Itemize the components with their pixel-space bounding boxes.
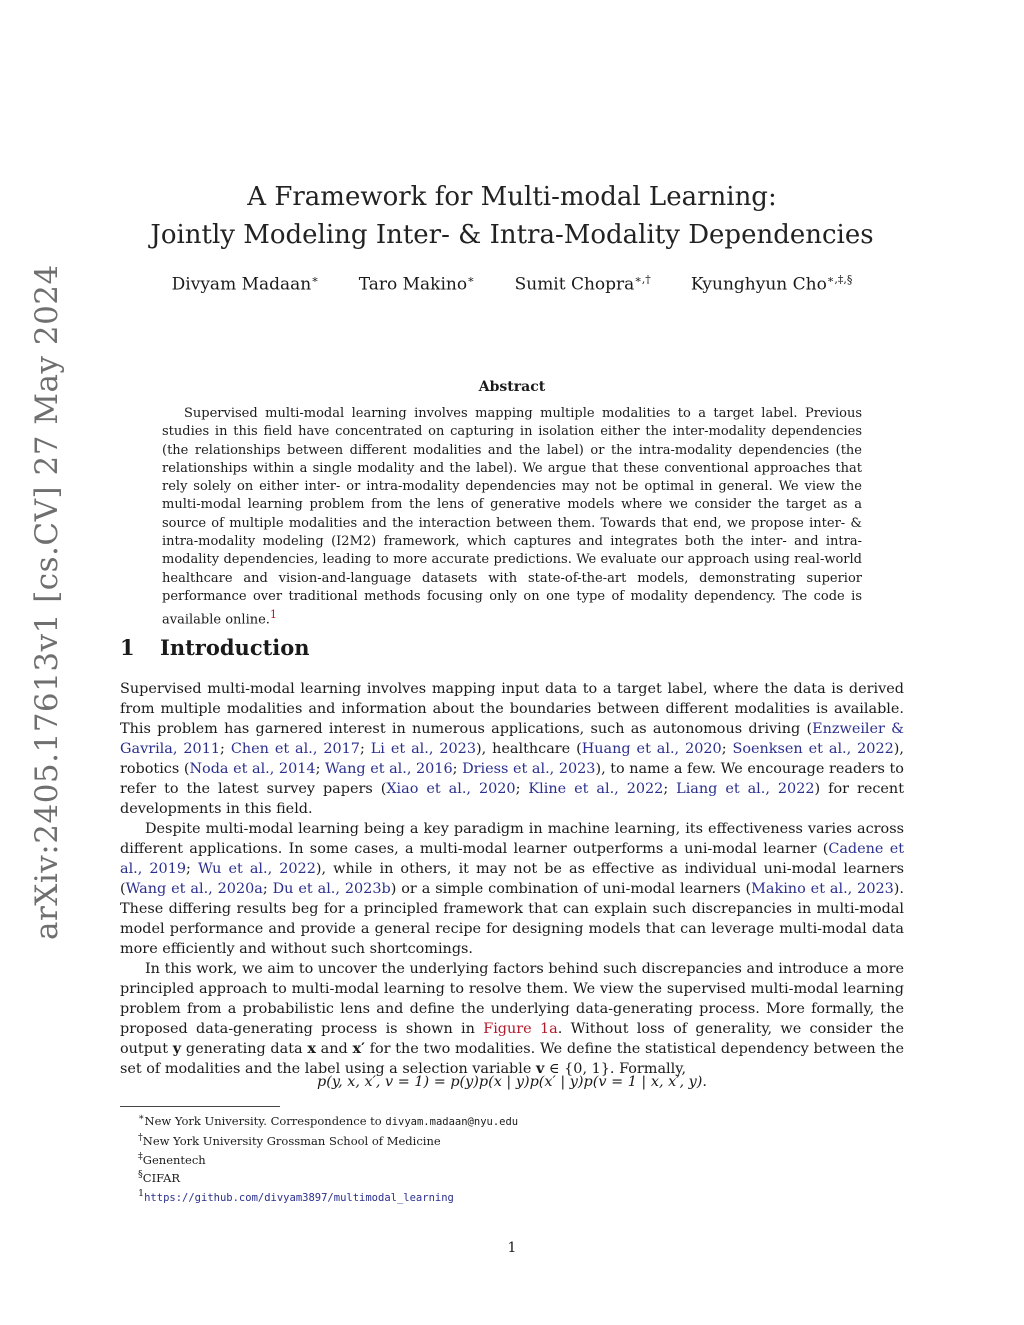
- author: Kyunghyun Cho∗,‡,§: [690, 273, 853, 295]
- citation-link[interactable]: Li et al., 2023: [370, 741, 476, 757]
- footnote: $^1$https://github.com/divyam3897/multimodal_learning: [138, 1188, 454, 1205]
- paragraph: In this work, we aim to uncover the underlying factors behind such discrepancies and introduce a more principled approach to multi-modal learning to resolve them. We view the supervised multi-modal learning problem from a probabilistic lens and define the underlying data-generating process. More formally, the proposed data-generating process is shown in Figure 1a. Without loss of generality, we consider the output y generating data x and x′ for the two modalities. We define the statistical dependency between the set of modalities and the label using a selection variable v ∈ {0, 1}. Formally,: [120, 961, 904, 1077]
- title-line-1: A Framework for Multi-modal Learning:: [247, 182, 777, 212]
- paper-title: [120, 178, 904, 254]
- citation-link[interactable]: Driess et al., 2023: [462, 761, 596, 777]
- footnote-link[interactable]: 1: [269, 608, 277, 622]
- introduction-body: [120, 679, 904, 1079]
- section-title: Introduction: [160, 635, 310, 660]
- abstract-heading: Abstract: [478, 379, 546, 395]
- math-symbol: x′: [352, 1040, 365, 1057]
- citation-link[interactable]: Kline et al., 2022: [528, 781, 664, 797]
- math-symbol: x: [307, 1040, 316, 1057]
- footnote-divider: [120, 1106, 280, 1107]
- citation-link[interactable]: Cadene et al., 2019: [120, 841, 904, 877]
- author: Taro Makino∗: [358, 273, 475, 295]
- citation-link[interactable]: Soenksen et al., 2022: [732, 741, 894, 757]
- abstract-text: Supervised multi-modal learning involves mapping multiple modalities to a target label. Previous studies in this field have concentrated on capturing in isolation either the inter-modality dependencies (the relationships between different modalities and the label) or the intra-modality dependencies (the relationships within a single modality and the label). We argue that these conventional approaches that rely solely on either inter- or intra-modality dependencies may not be optimal in general. We view the multi-modal learning problem from the lens of generative models where we consider the target as a source of multiple modalities and the interaction between them. Towards that end, we propose inter- & intra-modality modeling (I2M2) framework, which captures and integrates both the inter- and intra-modality dependencies, leading to more accurate predictions. We evaluate our approach using real-world healthcare and vision-and-language datasets with state-of-the-art models, demonstrating superior performance over traditional methods focusing only on one type of modality dependency. The code is available online.$^1$: [162, 406, 862, 628]
- arxiv-identifier: arXiv:2405.17613v1 [cs.CV] 27 May 2024: [29, 264, 65, 940]
- paragraph: Supervised multi-modal learning involves mapping input data to a target label, where the data is derived from multiple modalities and information about the boundaries between different modalities is available. This problem has garnered interest in numerous applications, such as autonomous driving (Enzweiler & Gavrila, 2011; Chen et al., 2017; Li et al., 2023), healthcare (Huang et al., 2020; Soenksen et al., 2022), robotics (Noda et al., 2014; Wang et al., 2016; Driess et al., 2023), to name a few. We encourage readers to refer to the latest survey papers (Xiao et al., 2020; Kline et al., 2022; Liang et al., 2022) for recent developments in this field.: [120, 681, 904, 817]
- paragraph: Despite multi-modal learning being a key paradigm in machine learning, its effectiveness varies across different applications. In some cases, a multi-modal learner outperforms a uni-modal learner (Cadene et al., 2019; Wu et al., 2022), while in others, it may not be as effective as individual uni-modal learners (Wang et al., 2020a; Du et al., 2023b) or a simple combination of uni-modal learners (Makino et al., 2023). These differing results beg for a principled framework that can explain such discrepancies in multi-modal model performance and provide a general recipe for designing models that can leverage multi-modal data more efficiently and without such shortcomings.: [120, 821, 905, 957]
- footnote: ∗New York University. Correspondence to divyam.madaan@nyu.edu: [138, 1112, 519, 1128]
- footnote: ‡Genentech: [138, 1150, 206, 1167]
- code-repository-link[interactable]: https://github.com/divyam3897/multimodal_learning: [144, 1192, 454, 1205]
- page-number: 1: [507, 1240, 517, 1256]
- equation: p(y, x, x′, v = 1) = p(y)p(x | y)p(x′ | y)p(v = 1 | x, x′, y).: [317, 1074, 707, 1090]
- footnotes: [138, 1110, 518, 1206]
- citation-link[interactable]: Xiao et al., 2020: [386, 781, 516, 797]
- author-list: [120, 273, 904, 295]
- citation-link[interactable]: Noda et al., 2014: [189, 761, 316, 777]
- citation-link[interactable]: Chen et al., 2017: [230, 741, 360, 757]
- email-address[interactable]: divyam.madaan@nyu.edu: [385, 1115, 519, 1128]
- author-affiliation-marks: ∗: [467, 273, 475, 286]
- citation-link[interactable]: Wang et al., 2016: [325, 761, 453, 777]
- author-affiliation-marks: ∗: [311, 273, 319, 286]
- author-affiliation-marks: ∗,‡,§: [826, 273, 853, 286]
- citation-link[interactable]: Huang et al., 2020: [581, 741, 722, 757]
- author: Sumit Chopra∗,†: [514, 273, 651, 295]
- citation-link[interactable]: Enzweiler & Gavrila, 2011: [120, 721, 904, 757]
- title-line-2: Jointly Modeling Inter- & Intra-Modality Dependencies: [150, 220, 874, 250]
- author: Divyam Madaan∗: [171, 273, 319, 295]
- footnote: §CIFAR: [138, 1169, 181, 1186]
- figure-reference-link[interactable]: Figure 1a: [483, 1021, 558, 1037]
- footnote: †New York University Grossman School of Medicine: [138, 1131, 441, 1148]
- citation-link[interactable]: Wang et al., 2020a: [125, 881, 263, 897]
- math-symbol: y: [172, 1040, 182, 1057]
- citation-link[interactable]: Wu et al., 2022: [197, 861, 316, 877]
- section-heading: [120, 635, 310, 660]
- section-number: 1: [120, 635, 135, 660]
- citation-link[interactable]: Makino et al., 2023: [751, 881, 894, 897]
- math-symbol: v: [535, 1060, 545, 1077]
- citation-link[interactable]: Liang et al., 2022: [676, 781, 815, 797]
- citation-link[interactable]: Du et al., 2023b: [272, 881, 391, 897]
- author-affiliation-marks: ∗,†: [634, 273, 651, 286]
